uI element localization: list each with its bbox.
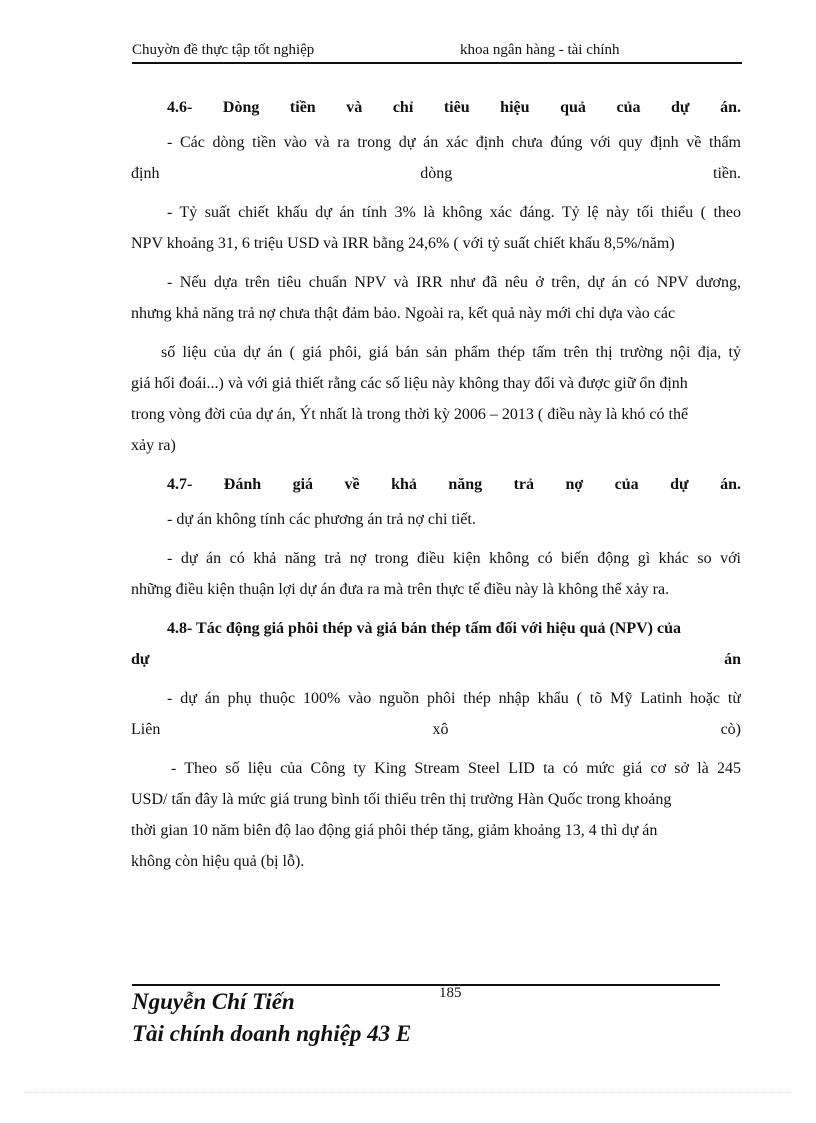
paragraph-line: - dự án không tính các phương án trả nợ chi tiết. (167, 511, 476, 528)
paragraph-line: xảy ra) (131, 437, 176, 454)
paragraph-line: - dự án phụ thuộc 100% vào nguồn phôi thép nhập khẩu ( tõ Mỹ Latinh hoặc từ (167, 690, 741, 707)
author-name: Nguyễn Chí Tiến (132, 989, 295, 1014)
paragraph-line: - dự án có khả năng trả nợ trong điều kiện không có biến động gì khác so với (167, 550, 741, 567)
paragraph-line: số liệu của dự án ( giá phôi, giá bán sản phẩm thép tấm trên thị trường nội địa, tỷ (161, 344, 741, 361)
paragraph-line: - Tỷ suất chiết khấu dự án tính 3% là không xác đáng. Tỷ lệ này tối thiểu ( theo (167, 204, 741, 221)
page-header (132, 40, 742, 64)
paragraph-line: định dòng tiền. (131, 165, 741, 182)
section-heading-4-8: 4.8- Tác động giá phôi thép và giá bán thép tấm đối với hiệu quả (NPV) của (167, 620, 681, 637)
paragraph-line: NPV khoảng 31, 6 triệu USD và IRR bằng 24,6% ( với tỷ suất chiết khấu 8,5%/năm) (131, 235, 675, 252)
paragraph-line: Liên xô cò) (131, 721, 741, 738)
paragraph-line: giá hối đoái...) và với giả thiết rằng các số liệu này không thay đổi và được giữ ổn định (131, 375, 688, 392)
section-heading-4-8-cont: dự án (131, 651, 741, 668)
paragraph-line: trong vòng đời của dự án, Ýt nhất là trong thời kỳ 2006 – 2013 ( điều này là khó có thể (131, 406, 689, 423)
document-body (131, 92, 741, 877)
header-right-title: khoa ngân hàng - tài chính (460, 42, 620, 58)
paragraph-line: không còn hiệu quả (bị lỗ). (131, 853, 305, 870)
author-class: Tài chính doanh nghiệp 43 E (132, 1021, 412, 1046)
paragraph-line: - Theo số liệu của Công ty King Stream Steel LID ta có mức giá cơ sở là 245 (171, 760, 741, 777)
paragraph-line: USD/ tấn đây là mức giá trung bình tối thiểu trên thị trường Hàn Quốc trong khoảng (131, 791, 672, 808)
paragraph-line: - Nếu dựa trên tiêu chuẩn NPV và IRR như đã nêu ở trên, dự án có NPV dương, (167, 274, 741, 291)
page-number: 185 (439, 985, 462, 1001)
footer-author (132, 986, 411, 1050)
paragraph-line: những điều kiện thuận lợi dự án đưa ra mà trên thực tế điều này là không thể xảy ra. (131, 581, 670, 598)
paragraph-line: thời gian 10 năm biên độ lao động giá phôi thép tăng, giảm khoảng 13, 4 thì dự án (131, 822, 658, 839)
page-bottom-divider (24, 1092, 792, 1093)
paragraph-line: - Các dòng tiền vào và ra trong dự án xác định chưa đúng với quy định về thẩm (167, 134, 741, 151)
section-heading-4-7: 4.7- Đánh giá về khả năng trả nợ của dự án. (167, 476, 741, 493)
header-left-title: Chuyờn đề thực tập tốt nghiệp (132, 42, 315, 58)
paragraph-line: nhưng khả năng trả nợ chưa thật đảm bảo. Ngoài ra, kết quả này mới chỉ dựa vào các (131, 305, 676, 322)
section-heading-4-6: 4.6- Dòng tiền và chỉ tiêu hiệu quả của dự án. (167, 99, 741, 116)
